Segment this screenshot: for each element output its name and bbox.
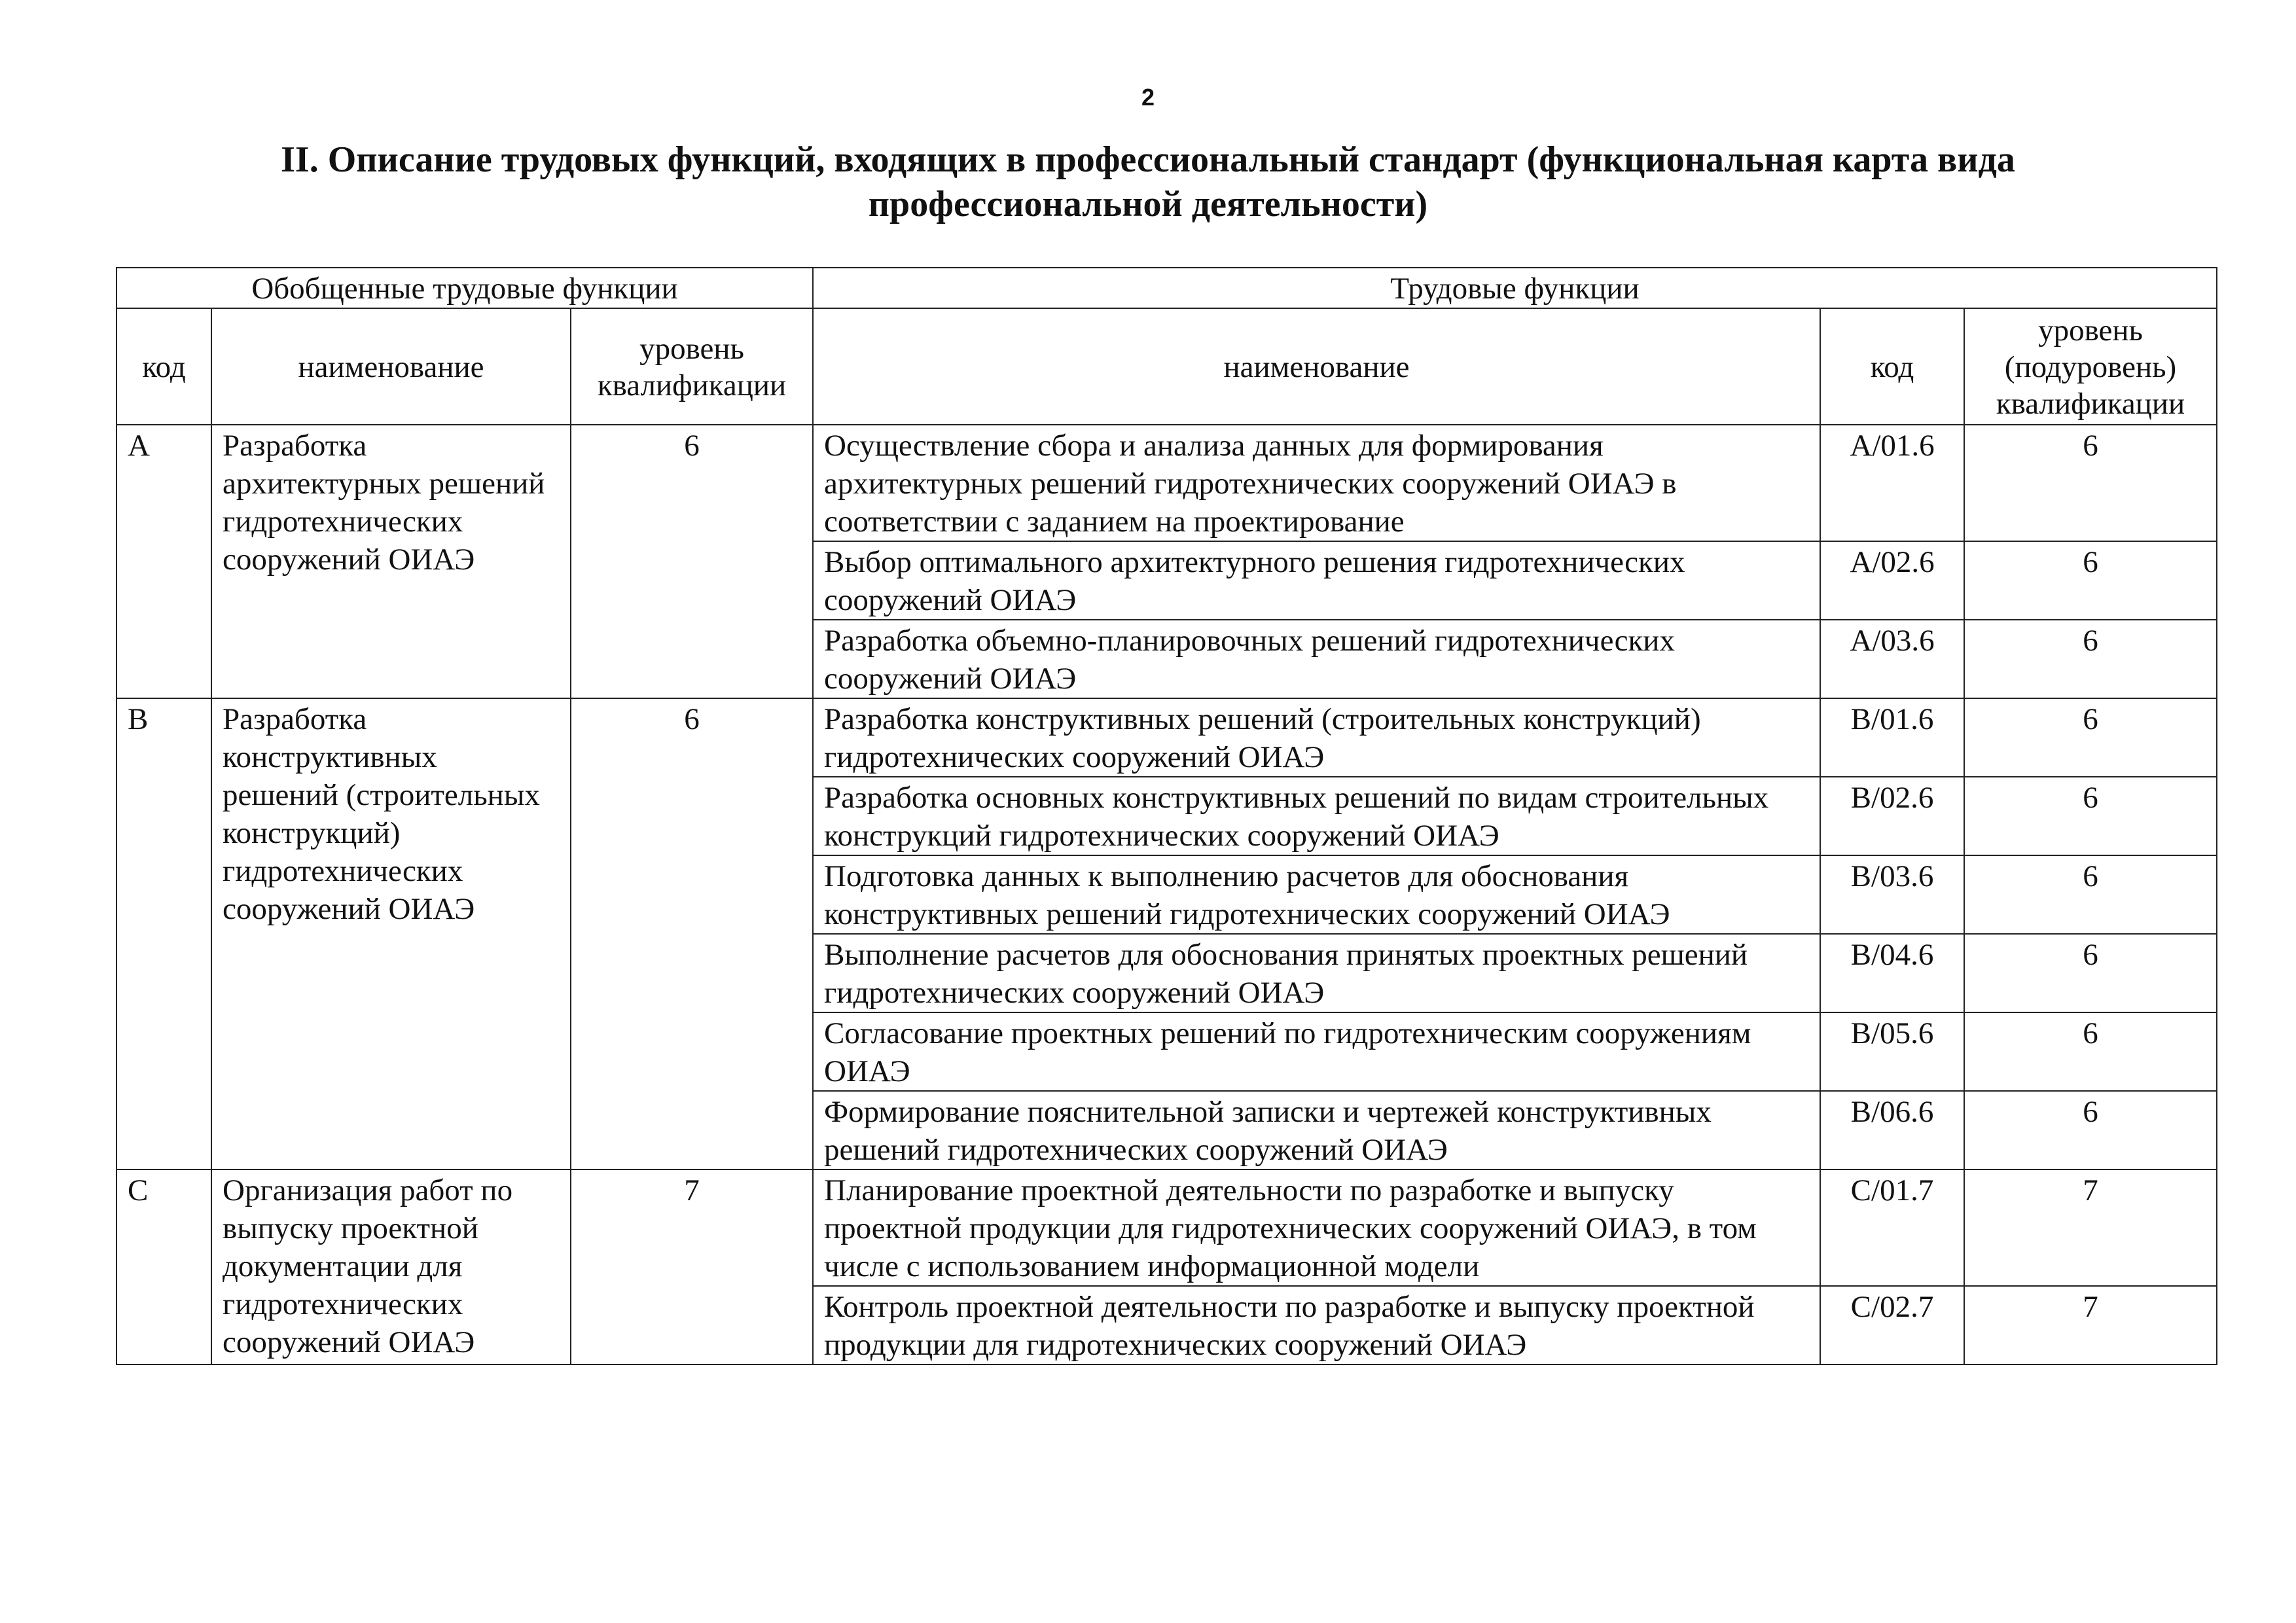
generalized-function-code: C (117, 1169, 211, 1364)
labor-function-code: B/06.6 (1820, 1091, 1964, 1169)
labor-function-level: 6 (1964, 620, 2217, 698)
generalized-function-level: 6 (571, 425, 813, 698)
labor-function-name: Выполнение расчетов для обоснования принятых проектных решений гидротехнических сооружений ОИАЭ (813, 934, 1820, 1012)
generalized-function-name: Организация работ по выпуску проектной документации для гидротехнических сооружений ОИАЭ (211, 1169, 571, 1364)
labor-function-code: A/02.6 (1820, 541, 1964, 620)
labor-function-name: Контроль проектной деятельности по разработке и выпуску проектной продукции для гидротехнических сооружений ОИАЭ (813, 1286, 1820, 1364)
labor-function-name: Формирование пояснительной записки и чертежей конструктивных решений гидротехнических сооружений ОИАЭ (813, 1091, 1820, 1169)
generalized-function-level: 6 (571, 698, 813, 1169)
column-header-fn-name: наименование (813, 308, 1820, 425)
column-header-fn-code: код (1820, 308, 1964, 425)
labor-function-code: A/01.6 (1820, 425, 1964, 541)
page-number: 2 (1141, 84, 1155, 111)
labor-function-name: Подготовка данных к выполнению расчетов для обоснования конструктивных решений гидротехнических сооружений ОИАЭ (813, 855, 1820, 934)
labor-function-level: 6 (1964, 1012, 2217, 1091)
generalized-function-level: 7 (571, 1169, 813, 1364)
labor-function-name: Осуществление сбора и анализа данных для формирования архитектурных решений гидротехнических сооружений ОИАЭ в соответствии с заданием на проектирование (813, 425, 1820, 541)
generalized-function-name: Разработка конструктивных решений (строительных конструкций) гидротехнических сооружений ОИАЭ (211, 698, 571, 1169)
header-generalized-functions: Обобщенные трудовые функции (117, 268, 813, 308)
labor-function-level: 6 (1964, 698, 2217, 777)
labor-function-name: Разработка конструктивных решений (строительных конструкций) гидротехнических сооружений ОИАЭ (813, 698, 1820, 777)
column-header-gen-code: код (117, 308, 211, 425)
generalized-function-code: A (117, 425, 211, 698)
labor-function-name: Разработка основных конструктивных решений по видам строительных конструкций гидротехнических сооружений ОИАЭ (813, 777, 1820, 855)
column-header-fn-level: уровень (подуровень) квалификации (1964, 308, 2217, 425)
labor-function-level: 6 (1964, 541, 2217, 620)
header-labor-functions: Трудовые функции (813, 268, 2217, 308)
labor-function-code: B/01.6 (1820, 698, 1964, 777)
functional-map-table (116, 267, 2217, 1365)
labor-function-name: Согласование проектных решений по гидротехническим сооружениям ОИАЭ (813, 1012, 1820, 1091)
page-title: II. Описание трудовых функций, входящих в профессиональный стандарт (функциональная карта вида профессиональной деятельности) (281, 139, 2015, 224)
labor-function-level: 6 (1964, 934, 2217, 1012)
table-row (117, 698, 2217, 777)
table-row (117, 425, 2217, 541)
table-row (117, 1169, 2217, 1286)
labor-function-level: 6 (1964, 855, 2217, 934)
labor-function-code: B/02.6 (1820, 777, 1964, 855)
labor-function-level: 6 (1964, 777, 2217, 855)
labor-function-name: Выбор оптимального архитектурного решения гидротехнических сооружений ОИАЭ (813, 541, 1820, 620)
labor-function-level: 6 (1964, 425, 2217, 541)
labor-function-code: C/02.7 (1820, 1286, 1964, 1364)
generalized-function-name: Разработка архитектурных решений гидротехнических сооружений ОИАЭ (211, 425, 571, 698)
labor-function-code: C/01.7 (1820, 1169, 1964, 1286)
labor-function-code: B/03.6 (1820, 855, 1964, 934)
labor-function-code: B/04.6 (1820, 934, 1964, 1012)
labor-function-code: A/03.6 (1820, 620, 1964, 698)
labor-function-name: Разработка объемно-планировочных решений гидротехнических сооружений ОИАЭ (813, 620, 1820, 698)
column-header-gen-level: уровень квалификации (571, 308, 813, 425)
column-header-gen-name: наименование (211, 308, 571, 425)
labor-function-code: B/05.6 (1820, 1012, 1964, 1091)
generalized-function-code: B (117, 698, 211, 1169)
labor-function-level: 6 (1964, 1091, 2217, 1169)
labor-function-level: 7 (1964, 1169, 2217, 1286)
labor-function-level: 7 (1964, 1286, 2217, 1364)
labor-function-name: Планирование проектной деятельности по разработке и выпуску проектной продукции для гидротехнических сооружений ОИАЭ, в том числе с использованием информационной модели (813, 1169, 1820, 1286)
